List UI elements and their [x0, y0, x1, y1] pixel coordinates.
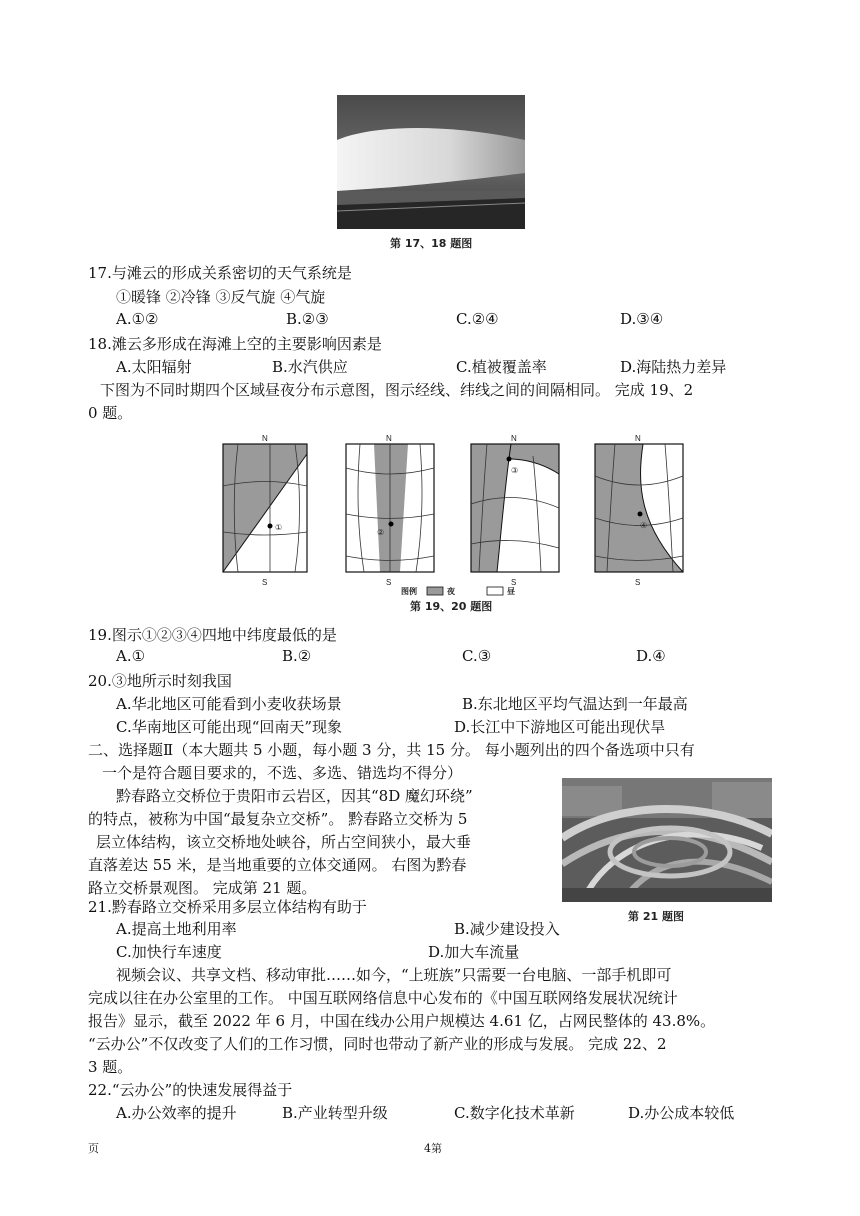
question-18-option-a: A.太阳辐射	[116, 358, 192, 376]
passage-22-line5: 3 题。	[88, 1058, 133, 1076]
legend-night-label: 夜	[447, 587, 455, 596]
question-17-option-a: A.①②	[116, 310, 159, 328]
question-20-option-c: C.华南地区可能出现“回南天”现象	[116, 718, 343, 736]
intro-19-20-line2: 0 题。	[88, 404, 133, 422]
section-2-heading-line2: 一个是符合题目要求的，不选、多选、错选均不得分）	[102, 764, 463, 782]
interchange-photo	[562, 778, 772, 902]
legend-title: 图例	[401, 587, 417, 596]
question-21-stem: 21.黔春路立交桥采用多层立体结构有助于	[88, 898, 367, 916]
passage-21-line3: 层立体结构，该立交桥地处峡谷，所占空间狭小，最大垂	[96, 833, 472, 851]
passage-22-line3: 报告》显示，截至 2022 年 6 月，中国在线办公用户规模达 4.61 亿，占网民整体的 43.8%。	[88, 1012, 716, 1030]
question-19-option-c: C.③	[462, 647, 492, 665]
day-night-maps	[215, 432, 695, 612]
passage-22-line1: 视频会议、共享文档、移动审批……如今，“上班族”只需要一台电脑、一部手机即可	[116, 966, 672, 984]
passage-21-line1: 黔春路立交桥位于贵阳市云岩区，因其“8D 魔幻环绕”	[116, 787, 473, 805]
question-18-option-c: C.植被覆盖率	[456, 358, 547, 376]
question-19-option-d: D.④	[636, 647, 666, 665]
question-17-option-d: D.③④	[620, 310, 664, 328]
question-20-option-a: A.华北地区可能看到小麦收获场景	[116, 695, 342, 713]
map1-point-label: ①	[275, 523, 283, 532]
legend-day-swatch	[487, 587, 503, 595]
question-17-stem: 17.与滩云的形成关系密切的天气系统是	[88, 264, 352, 282]
question-20-stem: 20.③地所示时刻我国	[88, 672, 232, 690]
passage-21-line4: 直落差达 55 米，是当地重要的立体交通网。 右图为黔春	[88, 856, 467, 874]
question-21-option-a: A.提高土地利用率	[116, 920, 237, 938]
legend-night-swatch	[427, 587, 443, 595]
cloud-photo	[337, 95, 525, 229]
legend-day-label: 昼	[507, 587, 515, 596]
map4-south: S	[635, 578, 641, 587]
figure-21-caption: 第 21 题图	[628, 910, 684, 923]
question-18-option-b: B.水汽供应	[272, 358, 348, 376]
map3-south: S	[511, 578, 517, 587]
passage-21-line5: 路立交桥景观图。 完成第 21 题。	[88, 879, 317, 897]
question-18-stem: 18.滩云多形成在海滩上空的主要影响因素是	[88, 335, 382, 353]
section-2-heading-line1: 二、选择题Ⅱ（本大题共 5 小题，每小题 3 分，共 15 分。 每小题列出的四个备选项中只有	[88, 741, 695, 759]
question-21-option-c: C.加快行车速度	[116, 943, 222, 961]
map2-point-label: ②	[377, 528, 385, 537]
footer-left: 页	[88, 1142, 99, 1155]
map1-south: S	[262, 578, 268, 587]
question-22-option-b: B.产业转型升级	[282, 1104, 388, 1122]
footer-page-number: 4第	[424, 1142, 442, 1155]
map2-north: N	[386, 434, 392, 443]
question-19-option-a: A.①	[116, 647, 146, 665]
question-19-stem: 19.图示①②③④四地中纬度最低的是	[88, 626, 337, 644]
map4-point-label: ④	[640, 521, 648, 530]
passage-21-line2: 的特点，被称为中国“最复杂立交桥”。 黔春路立交桥为 5	[88, 810, 468, 828]
figure-17-18-caption: 第 17、18 题图	[390, 237, 473, 250]
question-22-option-c: C.数字化技术革新	[454, 1104, 575, 1122]
map3-north: N	[511, 434, 517, 443]
passage-22-line4: “云办公”不仅改变了人们的工作习惯，同时也带动了新产业的形成与发展。 完成 22、2	[88, 1035, 667, 1053]
passage-22-line2: 完成以往在办公室里的工作。 中国互联网络信息中心发布的《中国互联网络发展状况统计	[88, 989, 678, 1007]
map4-north: N	[635, 434, 641, 443]
question-18-option-d: D.海陆热力差异	[620, 358, 727, 376]
map1-north: N	[262, 434, 268, 443]
map2-south: S	[386, 578, 392, 587]
question-21-option-d: D.加大车流量	[428, 943, 520, 961]
question-17-items: ①暖锋 ②冷锋 ③反气旋 ④气旋	[116, 288, 326, 306]
figure-19-20-caption: 第 19、20 题图	[410, 600, 493, 613]
question-17-option-b: B.②③	[286, 310, 329, 328]
question-20-option-b: B.东北地区平均气温达到一年最高	[462, 695, 688, 713]
map3-point-label: ③	[511, 466, 519, 475]
question-21-option-b: B.减少建设投入	[454, 920, 560, 938]
question-20-option-d: D.长江中下游地区可能出现伏旱	[454, 718, 666, 736]
question-22-option-d: D.办公成本较低	[628, 1104, 735, 1122]
intro-19-20-line1: 下图为不同时期四个区域昼夜分布示意图，图示经线、纬线之间的间隔相同。 完成 19、2	[100, 381, 694, 399]
question-17-option-c: C.②④	[456, 310, 499, 328]
question-22-stem: 22.“云办公”的快速发展得益于	[88, 1081, 293, 1099]
question-19-option-b: B.②	[282, 647, 312, 665]
question-22-option-a: A.办公效率的提升	[116, 1104, 237, 1122]
